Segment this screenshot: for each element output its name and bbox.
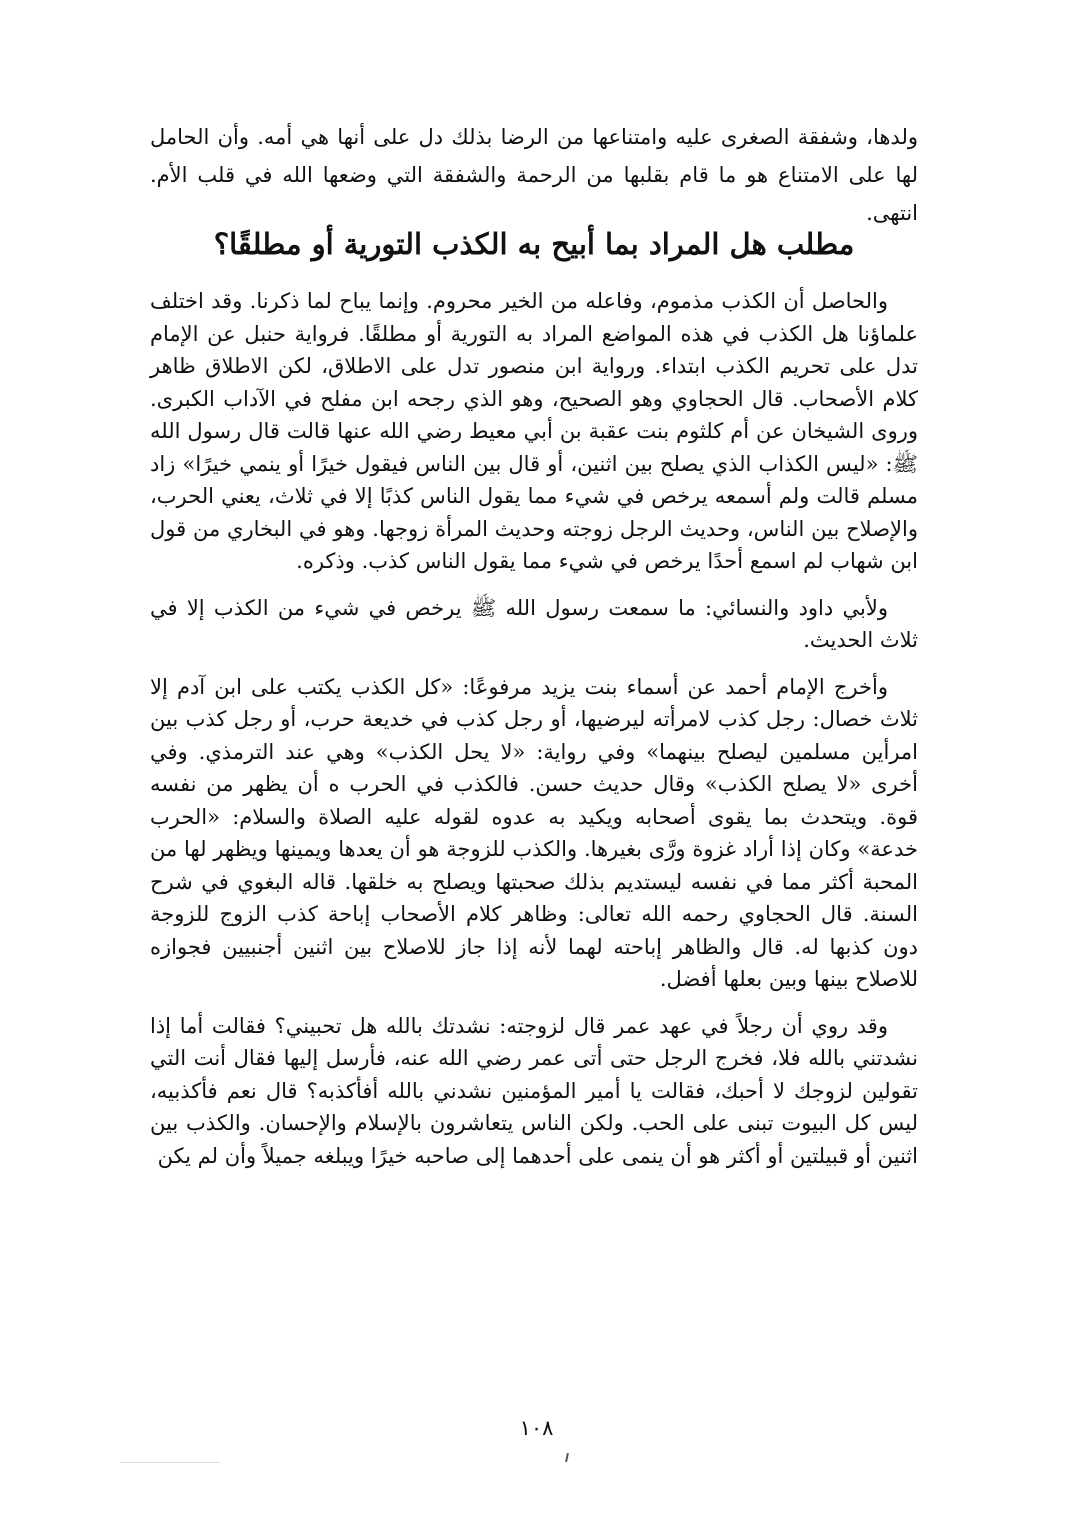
paragraph-3: وأخرج الإمام أحمد عن أسماء بنت يزيد مرفوعًا: «كل الكذب يكتب على ابن آدم إلا ثلاث خصال: رجل كذب لامرأته ليرضيها، أو رجل كذب في خديعة حرب، أو رجل كذب بين امرأين مسلمين ليصلح بينهما» وفي رواية: «لا يحل الكذب» وهي عند الترمذي. وفي أخرى «لا يصلح الكذب» وقال حديث حسن. فالكذب في الحرب ه أن يظهر من نفسه قوة. ويتحدث بما يقوى أصحابه ويكيد به عدوه لقوله عليه الصلاة والسلام: «الحرب خدعة» وكان إذا أراد غزوة ورَّى بغيرها. والكذب للزوجة هو أن يعدها ويمينها ويظهر لها من المحبة أكثر مما في نفسه ليستديم بذلك صحبتها ويصلح به خلقها. قاله البغوي في شرح السنة. قال الحجاوي رحمه الله تعالى: وظاهر كلام الأصحاب إباحة كذب الزوج للزوجة دون كذبها له. قال والظاهر إباحته لهما لأنه إذا جاز للاصلاح بين اثنين أجنبيين فجوازه للاصلاح بينها وبين بعلها أفضل.	[150, 674, 918, 991]
paragraph-1: والحاصل أن الكذب مذموم، وفاعله من الخير محروم. وإنما يباح لما ذكرنا. وقد اختلف علماؤنا هل الكذب في هذه المواضع المراد به التورية أو مطلقًا. فرواية حنبل عن الإمام تدل على تحريم الكذب ابتداء. ورواية ابن منصور تدل على الاطلاق، لكن الاطلاق ظاهر كلام الأصحاب. قال الحجاوي وهو الصحيح، وهو الذي رجحه ابن مفلح في الآداب الكبرى. وروى الشيخان عن أم كلثوم بنت عقبة بن أبي معيط رضي الله عنها قالت قال رسول الله ﷺ: «ليس الكذاب الذي يصلح بين اثنين، أو قال بين الناس فيقول خيرًا أو ينمي خيرًا» زاد مسلم قالت ولم أسمعه يرخص في شيء مما يقول الناس كذبًا إلا في ثلاث، يعني الحرب، والإصلاح بين الناس، وحديث الرجل زوجته وحديث المرأة زوجها. وهو في البخاري من قول ابن شهاب لم اسمع أحدًا يرخص في شيء مما يقول الناس كذب. وذكره.	[150, 289, 918, 573]
page-number: ١٠٨	[519, 1416, 554, 1440]
intro-paragraph-block	[150, 118, 918, 232]
body-text	[150, 285, 918, 1172]
scan-artifact-mark	[565, 1453, 569, 1462]
scan-artifact-line	[120, 1462, 220, 1463]
paragraph-2: ولأبي داود والنسائي: ما سمعت رسول الله ﷺ يرخص في شيء من الكذب إلا في ثلاث الحديث.	[150, 595, 918, 652]
intro-paragraph: ولدها، وشفقة الصغرى عليه وامتناعها من الرضا بذلك دل على أنها هي أمه. وأن الحامل لها على الامتناع هو ما قام بقلبها من الرحمة والشفقة التي وضعها الله في قلب الأم. انتهى.	[150, 125, 918, 225]
paragraph-4: وقد روي أن رجلاً في عهد عمر قال لزوجته: نشدتك بالله هل تحبيني؟ فقالت أما إذا نشدتني بالله فلا، فخرج الرجل حتى أتى عمر رضي الله عنه، فأرسل إليها فقال أنت التي تقولين لزوجك لا أحبك، فقالت يا أمير المؤمنين نشدني بالله أفأكذبه؟ قال نعم فأكذبيه، ليس كل البيوت تبنى على الحب. ولكن الناس يتعاشرون بالإسلام والإحسان. والكذب بين اثنين أو قبيلتين أو أكثر هو أن ينمى على أحدهما إلى صاحبه خيرًا ويبلغه جميلاً وأن لم يكن	[150, 1013, 918, 1168]
section-heading: مطلب هل المراد بما أبيح به الكذب التورية أو مطلقًا؟	[213, 227, 855, 261]
